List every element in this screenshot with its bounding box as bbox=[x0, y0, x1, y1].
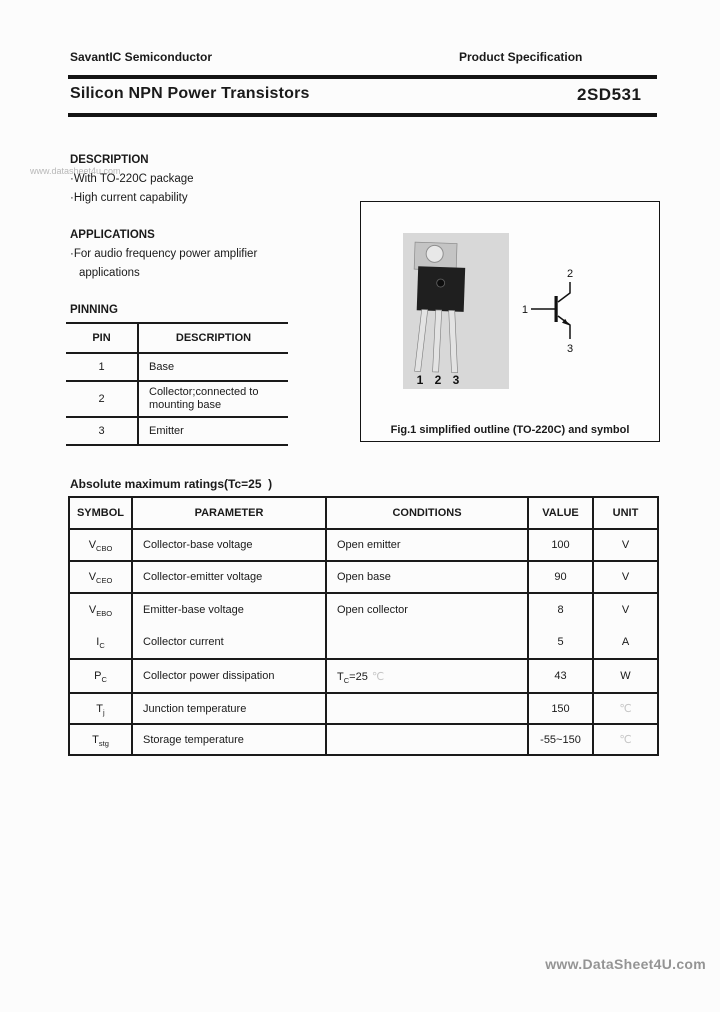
value-cell: 150 bbox=[528, 693, 593, 724]
table-row bbox=[66, 417, 288, 445]
conditions-cell bbox=[326, 593, 528, 659]
parameter-text: Emitter-base voltage bbox=[143, 604, 244, 616]
symbol-main: T bbox=[92, 733, 99, 746]
figure-caption: Fig.1 simplified outline (TO-220C) and symbol bbox=[390, 424, 630, 436]
condition-text: =25 bbox=[349, 670, 368, 683]
document-title: Silicon NPN Power Transistors bbox=[70, 85, 310, 102]
symbol-pin-label-base: 1 bbox=[521, 304, 528, 316]
ratings-header-row bbox=[69, 497, 658, 529]
applications-heading: APPLICATIONS bbox=[70, 229, 155, 241]
symbol-cell bbox=[69, 724, 132, 755]
pin-description: Collector;connected to mounting base bbox=[149, 386, 259, 411]
description-item: ·With TO-220C package bbox=[70, 173, 194, 185]
description-heading: DESCRIPTION bbox=[70, 154, 149, 166]
ratings-heading: Absolute maximum ratings(Tc=25 ) bbox=[70, 477, 273, 491]
tab-hole bbox=[426, 245, 444, 263]
value-cell: -55~150 bbox=[528, 724, 593, 755]
value-cell: 43 bbox=[528, 659, 593, 693]
symbol-cell bbox=[69, 561, 132, 593]
symbol-sub: j bbox=[103, 707, 105, 717]
unit-cell: ℃ bbox=[593, 693, 658, 724]
value-text: 5 bbox=[557, 636, 564, 648]
pinning-col-pin: PIN bbox=[66, 323, 138, 353]
symbol-main: $V_{EBO}$ bbox=[88, 604, 113, 619]
figure-graphic bbox=[361, 202, 657, 439]
unit-text: A bbox=[621, 636, 630, 648]
symbol-sub: stg bbox=[98, 738, 109, 748]
pinning-table bbox=[66, 322, 288, 446]
table-row bbox=[69, 529, 658, 561]
part-number: 2SD531 bbox=[577, 85, 642, 104]
symbol-base-bar bbox=[555, 296, 558, 322]
symbol-cell bbox=[69, 593, 132, 659]
symbol-sub: C bbox=[101, 675, 107, 685]
symbol-main: $I_C$ bbox=[96, 636, 105, 651]
unit-cell: W bbox=[593, 659, 658, 693]
symbol-sub: CBO bbox=[96, 544, 113, 554]
unit-cell: V bbox=[593, 561, 658, 593]
table-row bbox=[66, 381, 288, 417]
footer-watermark: www.DataSheet4U.com bbox=[545, 956, 706, 972]
condition-symbol: T bbox=[337, 670, 344, 683]
symbol-cell bbox=[69, 659, 132, 693]
symbol-main: V bbox=[88, 571, 97, 583]
conditions-text: Open collector bbox=[337, 604, 408, 616]
symbol-pin-label-collector: 2 bbox=[566, 268, 574, 280]
ratings-col-conditions: CONDITIONS bbox=[326, 497, 528, 529]
table-row bbox=[69, 561, 658, 593]
table-row bbox=[69, 659, 658, 693]
parameter-cell: Storage temperature bbox=[132, 724, 326, 755]
conditions-cell bbox=[326, 659, 528, 693]
photo-pin-label: 1 bbox=[416, 373, 424, 387]
package-body bbox=[417, 266, 466, 312]
header-rule-top bbox=[68, 75, 657, 79]
applications-item: applications bbox=[79, 267, 140, 279]
pin-description: Emitter bbox=[149, 424, 184, 437]
ratings-col-symbol: SYMBOL bbox=[69, 497, 132, 529]
value-text: 8 bbox=[557, 604, 564, 616]
symbol-main: P bbox=[94, 670, 102, 682]
symbol-main: V bbox=[88, 539, 97, 551]
conditions-cell bbox=[326, 693, 528, 724]
symbol-emitter-line bbox=[558, 316, 570, 339]
symbol-cell bbox=[69, 529, 132, 561]
header-rule-bottom bbox=[68, 113, 657, 117]
symbol-pin-label-emitter: 3 bbox=[566, 343, 574, 355]
symbol-sub-row bbox=[70, 594, 131, 626]
body-marker-dot bbox=[437, 279, 445, 287]
watermark-text: www.datasheet4u.com bbox=[30, 166, 121, 176]
parameter-cell: Collector power dissipation bbox=[132, 659, 326, 693]
table-row-merged bbox=[69, 593, 658, 659]
description-item: ·High current capability bbox=[70, 192, 188, 204]
unit-text: V bbox=[621, 604, 630, 616]
photo-pin-label: 2 bbox=[434, 373, 442, 387]
unit-cell: V bbox=[593, 529, 658, 561]
parameter-cell: Collector-base voltage bbox=[132, 529, 326, 561]
conditions-text bbox=[327, 626, 527, 658]
table-row bbox=[69, 693, 658, 724]
condition-sub: C bbox=[343, 675, 350, 685]
condition-degree-faint: ℃ bbox=[371, 670, 385, 683]
parameter-text: Collector current bbox=[143, 636, 224, 648]
pinning-col-description: DESCRIPTION bbox=[175, 332, 252, 344]
value-cell: 100 bbox=[528, 529, 593, 561]
conditions-cell: Open emitter bbox=[326, 529, 528, 561]
pin-number: 3 bbox=[66, 417, 138, 445]
pin-number: 1 bbox=[66, 353, 138, 381]
pin-description: Base bbox=[149, 360, 175, 373]
pinning-heading: PINNING bbox=[70, 304, 118, 316]
pinning-header-row bbox=[66, 323, 288, 353]
ratings-col-unit: UNIT bbox=[593, 497, 658, 529]
table-row bbox=[69, 724, 658, 755]
unit-cell: ℃ bbox=[593, 724, 658, 755]
symbol-sub: CEO bbox=[96, 576, 113, 586]
symbol-sub-row bbox=[70, 626, 131, 658]
table-row bbox=[66, 353, 288, 381]
symbol-main: T bbox=[96, 702, 104, 715]
symbol-collector-line bbox=[558, 282, 570, 302]
ratings-col-parameter: PARAMETER bbox=[132, 497, 326, 529]
unit-cell bbox=[593, 593, 658, 659]
parameter-cell: Junction temperature bbox=[132, 693, 326, 724]
parameter-cell: Collector-emitter voltage bbox=[132, 561, 326, 593]
conditions-cell bbox=[326, 724, 528, 755]
ratings-table bbox=[68, 496, 659, 756]
value-cell bbox=[528, 593, 593, 659]
product-spec-label: Product Specification bbox=[459, 50, 583, 64]
company-name: SavantIC Semiconductor bbox=[70, 50, 213, 64]
parameter-cell bbox=[132, 593, 326, 659]
conditions-cell: Open base bbox=[326, 561, 528, 593]
applications-item: ·For audio frequency power amplifier bbox=[70, 248, 258, 260]
value-cell: 90 bbox=[528, 561, 593, 593]
ratings-col-value: VALUE bbox=[528, 497, 593, 529]
figure-box bbox=[360, 201, 660, 442]
photo-pin-label: 3 bbox=[452, 373, 460, 387]
pin-number: 2 bbox=[66, 381, 138, 417]
npn-transistor-symbol-icon bbox=[531, 282, 570, 339]
symbol-cell bbox=[69, 693, 132, 724]
